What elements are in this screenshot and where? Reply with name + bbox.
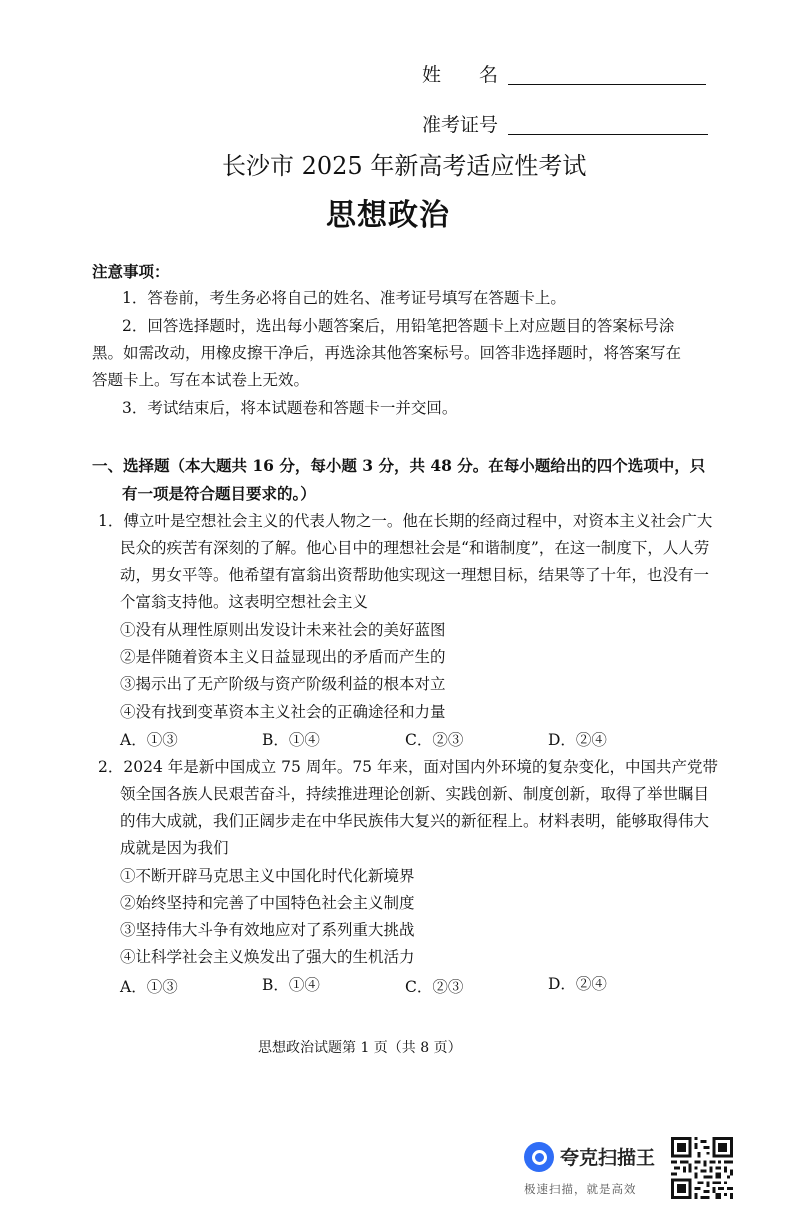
q1-option-c: C．②③	[405, 731, 464, 749]
watermark-brand-name: 夸克扫描王	[560, 1147, 656, 1169]
q2-statement-1: ①不断开辟马克思主义中国化时代化新境界	[120, 867, 415, 885]
question-2-stem: 2．2024 年是新中国成立 75 周年。75 年来，面对国内外环境的复杂变化，中国共产党带领全国各族人民艰苦奋斗，持续推进理论创新、实践创新、制度创新，取得了举世瞩目的伟大成就，我们正阔步走在中华民族伟大复兴的新征程上。材料表明，能够取得伟大成就是因为我们	[98, 758, 718, 857]
q2-option-b: B．①④	[262, 976, 320, 994]
notice-item-2: 2．回答选择题时，选出每小题答案后，用铅笔把答题卡上对应题目的答案标号涂黑。如需改动，用橡皮擦干净后，再选涂其他答案标号。回答非选择题时，将答案写在答题卡上。写在本试卷上无效。	[92, 317, 682, 389]
q1-statement-2: ②是伴随着资本主义日益显现出的矛盾而产生的	[120, 648, 446, 666]
q2-statement-2: ②始终坚持和完善了中国特色社会主义制度	[120, 894, 415, 912]
section-heading-line-2: 有一项是符合题目要求的。）	[122, 484, 316, 503]
page-footer: 思想政治试题第 1 页（共 8 页）	[258, 1040, 462, 1056]
q1-statement-3: ③揭示出了无产阶级与资产阶级利益的根本对立	[120, 675, 446, 693]
section-heading-line-1: 一、选择题（本大题共 16 分，每小题 3 分，共 48 分。在每小题给出的四个选项中，只	[92, 456, 706, 475]
notice-item-1: 1．答卷前，考生务必将自己的姓名、准考证号填写在答题卡上。	[122, 289, 566, 307]
q1-option-a: A．①③	[120, 731, 178, 749]
qr-code-icon	[671, 1137, 733, 1199]
q2-option-c: C．②③	[405, 978, 464, 996]
q2-statement-3: ③坚持伟大斗争有效地应对了系列重大挑战	[120, 921, 415, 939]
q2-option-d: D．②④	[548, 975, 607, 993]
name-label: 姓 名	[422, 64, 499, 86]
id-line	[508, 134, 708, 135]
question-1-stem: 1．傅立叶是空想社会主义的代表人物之一。他在长期的经商过程中，对资本主义社会广大民众的疾苦有深刻的了解。他心目中的理想社会是“和谐制度”，在这一制度下，人人劳动，男女平等。他希望有富翁出资帮助他实现这一理想目标，结果等了十年，也没有一个富翁支持他。这表明空想社会主义	[98, 512, 713, 611]
q1-option-d: D．②④	[548, 731, 607, 749]
subject-title: 思想政治	[326, 198, 450, 233]
notice-heading: 注意事项：	[92, 262, 170, 281]
quark-logo-icon	[524, 1142, 554, 1172]
name-line	[508, 84, 706, 85]
notice-item-3: 3．考试结束后，将本试题卷和答题卡一并交回。	[122, 399, 458, 417]
watermark-slogan: 极速扫描，就是高效	[524, 1182, 637, 1196]
id-label: 准考证号	[422, 114, 499, 136]
q2-statement-4: ④让科学社会主义焕发出了强大的生机活力	[120, 948, 415, 966]
q1-option-b: B．①④	[262, 731, 320, 749]
exam-title: 长沙市 2025 年新高考适应性考试	[222, 152, 587, 180]
q1-statement-1: ①没有从理性原则出发设计未来社会的美好蓝图	[120, 621, 446, 639]
q1-statement-4: ④没有找到变革资本主义社会的正确途径和力量	[120, 703, 446, 721]
q2-option-a: A．①③	[120, 978, 178, 996]
